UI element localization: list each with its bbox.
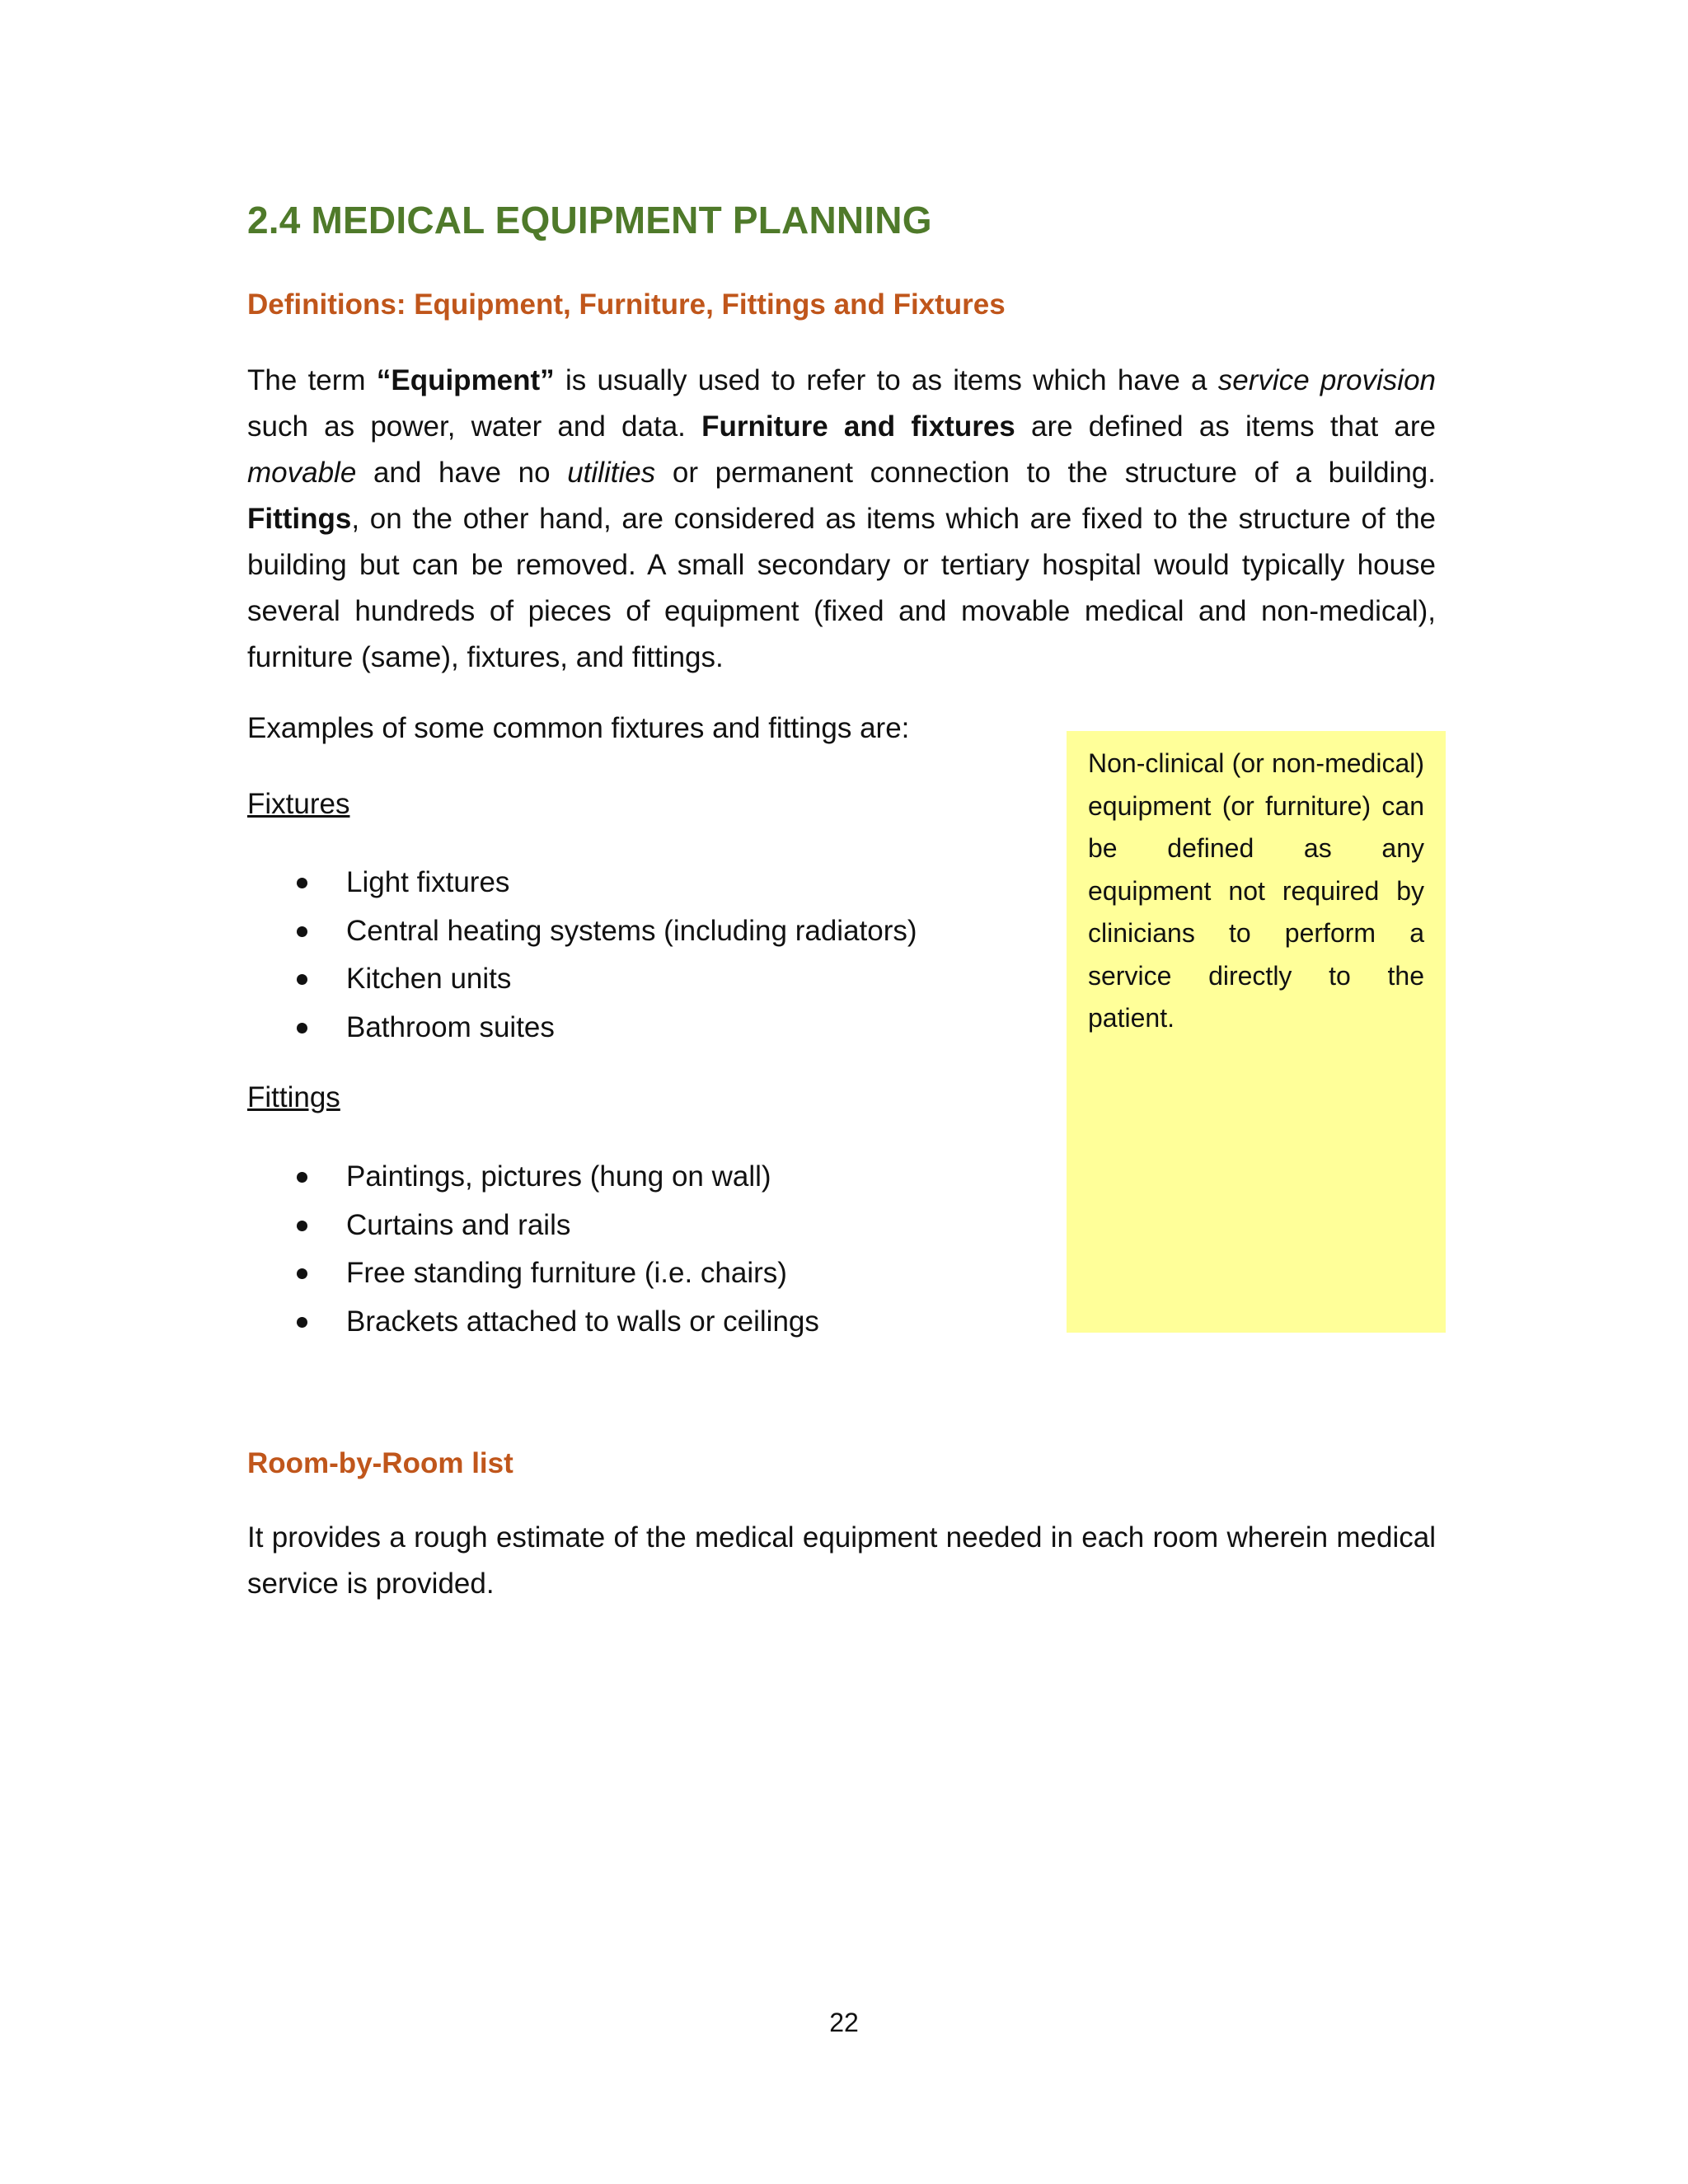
term-equipment: “Equipment”	[376, 364, 555, 396]
page-number: 22	[829, 2008, 859, 2037]
list-item	[297, 1004, 917, 1052]
list-item-text: Brackets attached to walls or ceilings	[346, 1305, 819, 1338]
fixtures-label: Fixtures	[247, 788, 350, 820]
bullet-icon	[297, 1172, 307, 1183]
term-utilities: utilities	[567, 457, 656, 489]
list-item	[297, 1249, 819, 1298]
bullet-icon	[297, 1268, 307, 1279]
callout-text: Non-clinical (or non-medical) equipment (or furniture) can be defined as any equipment not required by clinicians to perform a service directly to the patient.	[1088, 748, 1424, 1033]
term-fittings: Fittings	[247, 503, 352, 535]
bullet-icon	[297, 1023, 307, 1033]
paragraph-text: , on the other hand, are considered as items which are fixed to the structure of the building but can be removed. A small secondary or tertiary hospital would typically house several hundreds of pieces of equipment (fixed and movable medical and non-medical), furniture (same), fixtures, and fittings.	[247, 503, 1436, 673]
term-furniture-and-fixtures: Furniture and fixtures	[701, 410, 1015, 443]
bullet-icon	[297, 926, 307, 937]
paragraph-text: The term	[247, 364, 377, 396]
room-list-paragraph: It provides a rough estimate of the medical equipment needed in each room wherein medical service is provided.	[247, 1521, 1436, 1600]
paragraph-text: or permanent connection to the structure of a building.	[655, 457, 1436, 489]
list-item	[297, 1202, 819, 1250]
fittings-label: Fittings	[247, 1081, 340, 1113]
term-movable: movable	[247, 457, 357, 489]
definitions-paragraph	[247, 358, 1436, 681]
list-item-text: Light fixtures	[346, 866, 510, 898]
bullet-icon	[297, 1221, 307, 1231]
fittings-list	[297, 1153, 819, 1346]
list-item-text: Kitchen units	[346, 963, 512, 995]
paragraph-text: are defined as items that are	[1015, 410, 1436, 443]
definitions-heading: Definitions: Equipment, Furniture, Fittings and Fixtures	[247, 288, 1006, 321]
section-title: 2.4 MEDICAL EQUIPMENT PLANNING	[247, 199, 932, 241]
list-item	[297, 1298, 819, 1347]
list-item	[297, 1153, 819, 1202]
paragraph-text: such as power, water and data.	[247, 410, 702, 443]
list-item-text: Curtains and rails	[346, 1208, 571, 1241]
room-list-heading: Room-by-Room list	[247, 1447, 513, 1479]
list-item-text: Central heating systems (including radiators)	[346, 914, 917, 947]
bullet-icon	[297, 974, 307, 985]
list-item-text: Paintings, pictures (hung on wall)	[346, 1160, 771, 1193]
list-item-text: Free standing furniture (i.e. chairs)	[346, 1257, 787, 1289]
paragraph-text: and have no	[356, 457, 568, 489]
list-item	[297, 859, 917, 907]
list-item	[297, 955, 917, 1004]
list-item-text: Bathroom suites	[346, 1010, 555, 1043]
list-item	[297, 907, 917, 956]
bullet-icon	[297, 878, 307, 888]
bullet-icon	[297, 1317, 307, 1328]
paragraph-text: is usually used to refer to as items which have a	[554, 364, 1218, 396]
fixtures-list	[297, 859, 917, 1052]
term-service-provision: service provision	[1217, 364, 1436, 396]
examples-intro: Examples of some common fixtures and fittings are:	[247, 712, 910, 744]
callout-box	[1067, 731, 1446, 1333]
